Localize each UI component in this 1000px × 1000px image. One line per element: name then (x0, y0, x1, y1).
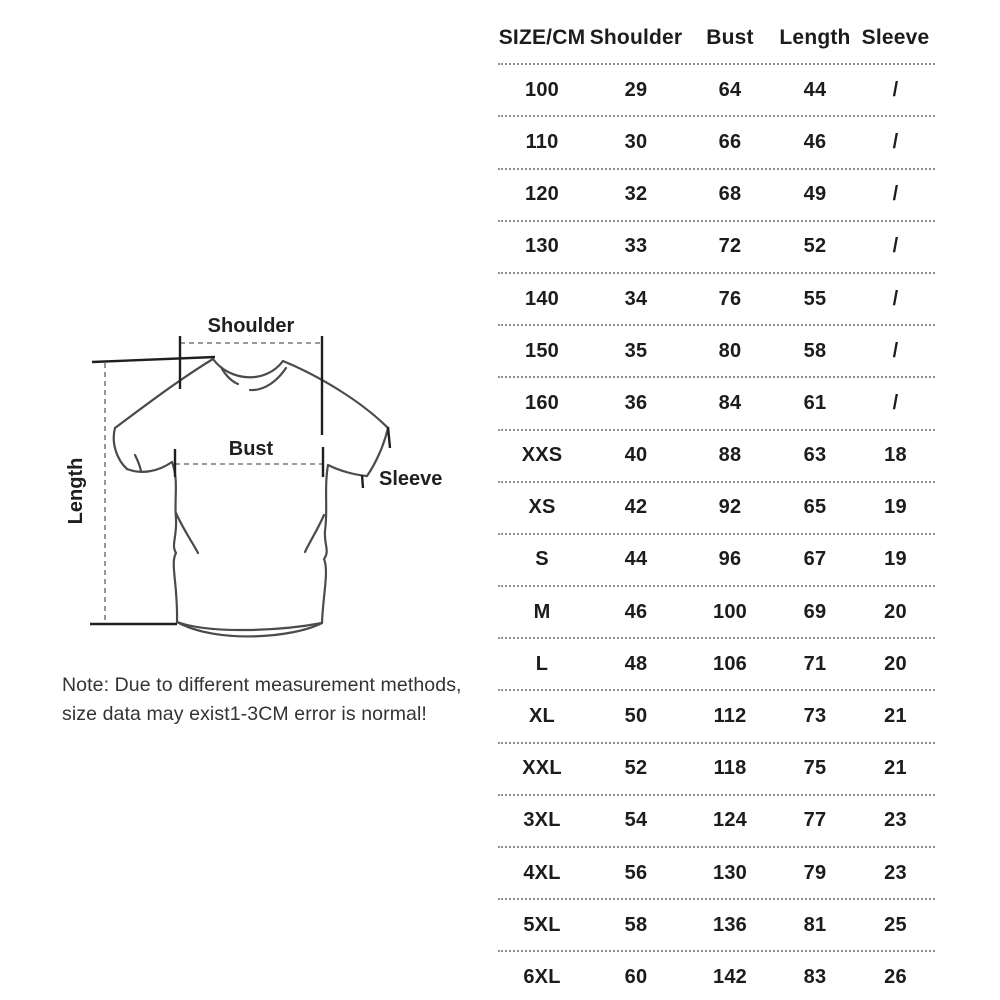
table-header-row (498, 13, 935, 65)
header-cell-size: SIZE/CM (498, 26, 586, 50)
table-cell: 75 (803, 757, 827, 780)
size-table (498, 13, 935, 1000)
size-cell: 3XL (523, 809, 561, 832)
table-cell: 124 (713, 809, 747, 832)
table-cell: 83 (803, 965, 827, 988)
table-cell: / (892, 287, 899, 310)
table-row (498, 796, 935, 848)
table-cell: 118 (713, 757, 747, 780)
table-cell: 72 (718, 235, 742, 258)
size-cell: XS (528, 496, 556, 519)
table-cell: 142 (713, 965, 747, 988)
table-cell: 73 (803, 705, 827, 728)
table-cell: 58 (624, 913, 648, 936)
measurement-lines (90, 336, 390, 624)
table-cell: 33 (624, 235, 648, 258)
size-cell: 150 (525, 339, 559, 362)
table-cell: 60 (624, 965, 648, 988)
table-cell: 106 (713, 652, 747, 675)
table-cell: 40 (624, 444, 648, 467)
note-line-1: Note: Due to different measurement methods, (62, 674, 462, 696)
table-row (498, 952, 935, 1000)
table-cell: 54 (624, 809, 648, 832)
sleeve-top-tick (388, 427, 390, 448)
table-row (498, 691, 935, 743)
table-cell: 76 (718, 287, 742, 310)
table-cell: 25 (884, 913, 907, 936)
tshirt-outline (114, 359, 388, 636)
table-cell: 30 (624, 130, 648, 153)
size-cell: 140 (525, 287, 559, 310)
table-cell: 35 (624, 339, 648, 362)
shoulder-label: Shoulder (207, 315, 295, 337)
table-cell: 71 (803, 652, 827, 675)
size-cell: 120 (525, 183, 559, 206)
size-cell: 160 (525, 391, 559, 414)
table-cell: 61 (803, 391, 827, 414)
table-row (498, 639, 935, 691)
table-row (498, 222, 935, 274)
table-cell: 63 (803, 444, 827, 467)
table-cell: / (892, 78, 899, 101)
table-cell: 46 (624, 600, 648, 623)
table-cell: 65 (803, 496, 827, 519)
table-cell: 130 (713, 861, 747, 884)
table-row (498, 744, 935, 796)
table-cell: 92 (718, 496, 742, 519)
table-cell: 136 (713, 913, 747, 936)
table-cell: 32 (624, 183, 648, 206)
table-row (498, 900, 935, 952)
table-cell: 44 (803, 78, 827, 101)
table-cell: / (892, 130, 899, 153)
table-cell: 88 (718, 444, 742, 467)
table-cell: 66 (718, 130, 742, 153)
table-row (498, 483, 935, 535)
table-row (498, 170, 935, 222)
table-row (498, 65, 935, 117)
table-cell: 100 (713, 600, 747, 623)
size-cell: 100 (525, 78, 559, 101)
table-row (498, 378, 935, 430)
table-cell: 19 (884, 548, 907, 571)
table-cell: 48 (624, 652, 648, 675)
table-cell: 21 (884, 705, 907, 728)
table-cell: 58 (803, 339, 827, 362)
measurement-note (62, 671, 462, 728)
length-label: Length (65, 457, 87, 525)
table-cell: 34 (624, 287, 648, 310)
table-cell: 20 (884, 652, 907, 675)
table-cell: 79 (803, 861, 827, 884)
table-cell: 52 (803, 235, 827, 258)
table-cell: 67 (803, 548, 827, 571)
table-cell: 19 (884, 496, 907, 519)
sleeve-label: Sleeve (379, 468, 443, 490)
note-line-2: size data may exist1-3CM error is normal! (62, 702, 427, 725)
table-cell: / (892, 391, 899, 414)
table-cell: 23 (884, 861, 907, 884)
bust-label: Bust (228, 438, 274, 460)
table-cell: 20 (884, 600, 907, 623)
table-cell: 112 (713, 705, 747, 728)
table-row (498, 326, 935, 378)
table-cell: 55 (803, 287, 827, 310)
table-cell: 52 (624, 757, 648, 780)
size-cell: XXS (521, 444, 563, 467)
table-row (498, 274, 935, 326)
header-cell-sleeve: Sleeve (861, 26, 930, 50)
table-cell: 18 (884, 444, 907, 467)
table-row (498, 587, 935, 639)
table-row (498, 535, 935, 587)
size-cell: S (535, 548, 549, 571)
header-cell-bust: Bust (706, 26, 754, 50)
size-cell: M (533, 600, 551, 623)
size-cell: XXL (522, 757, 562, 780)
table-cell: 80 (718, 339, 742, 362)
table-cell: 42 (624, 496, 648, 519)
size-cell: 130 (525, 235, 559, 258)
table-cell: 64 (718, 78, 742, 101)
tshirt-measurement-diagram (45, 295, 475, 685)
table-cell: 96 (718, 548, 742, 571)
table-cell: 69 (803, 600, 827, 623)
table-row (498, 117, 935, 169)
table-cell: / (892, 183, 899, 206)
header-cell-length: Length (779, 26, 851, 50)
size-cell: 6XL (523, 965, 561, 988)
table-cell: 68 (718, 183, 742, 206)
table-cell: 26 (884, 965, 907, 988)
table-cell: 44 (624, 548, 648, 571)
size-cell: 5XL (523, 913, 561, 936)
table-cell: / (892, 339, 899, 362)
length-top-line (92, 357, 215, 362)
table-cell: 23 (884, 809, 907, 832)
table-cell: 50 (624, 705, 648, 728)
size-cell: L (535, 652, 549, 675)
table-row (498, 431, 935, 483)
table-row (498, 848, 935, 900)
table-cell: 56 (624, 861, 648, 884)
header-cell-shoulder: Shoulder (589, 26, 683, 50)
table-cell: 81 (803, 913, 827, 936)
table-cell: / (892, 235, 899, 258)
table-cell: 46 (803, 130, 827, 153)
table-cell: 21 (884, 757, 907, 780)
table-cell: 36 (624, 391, 648, 414)
table-cell: 84 (718, 391, 742, 414)
sleeve-bottom-tick (362, 475, 363, 488)
table-cell: 29 (624, 78, 648, 101)
table-cell: 49 (803, 183, 827, 206)
table-cell: 77 (803, 809, 827, 832)
size-cell: 110 (525, 130, 559, 153)
size-cell: XL (529, 705, 555, 728)
size-cell: 4XL (523, 861, 561, 884)
